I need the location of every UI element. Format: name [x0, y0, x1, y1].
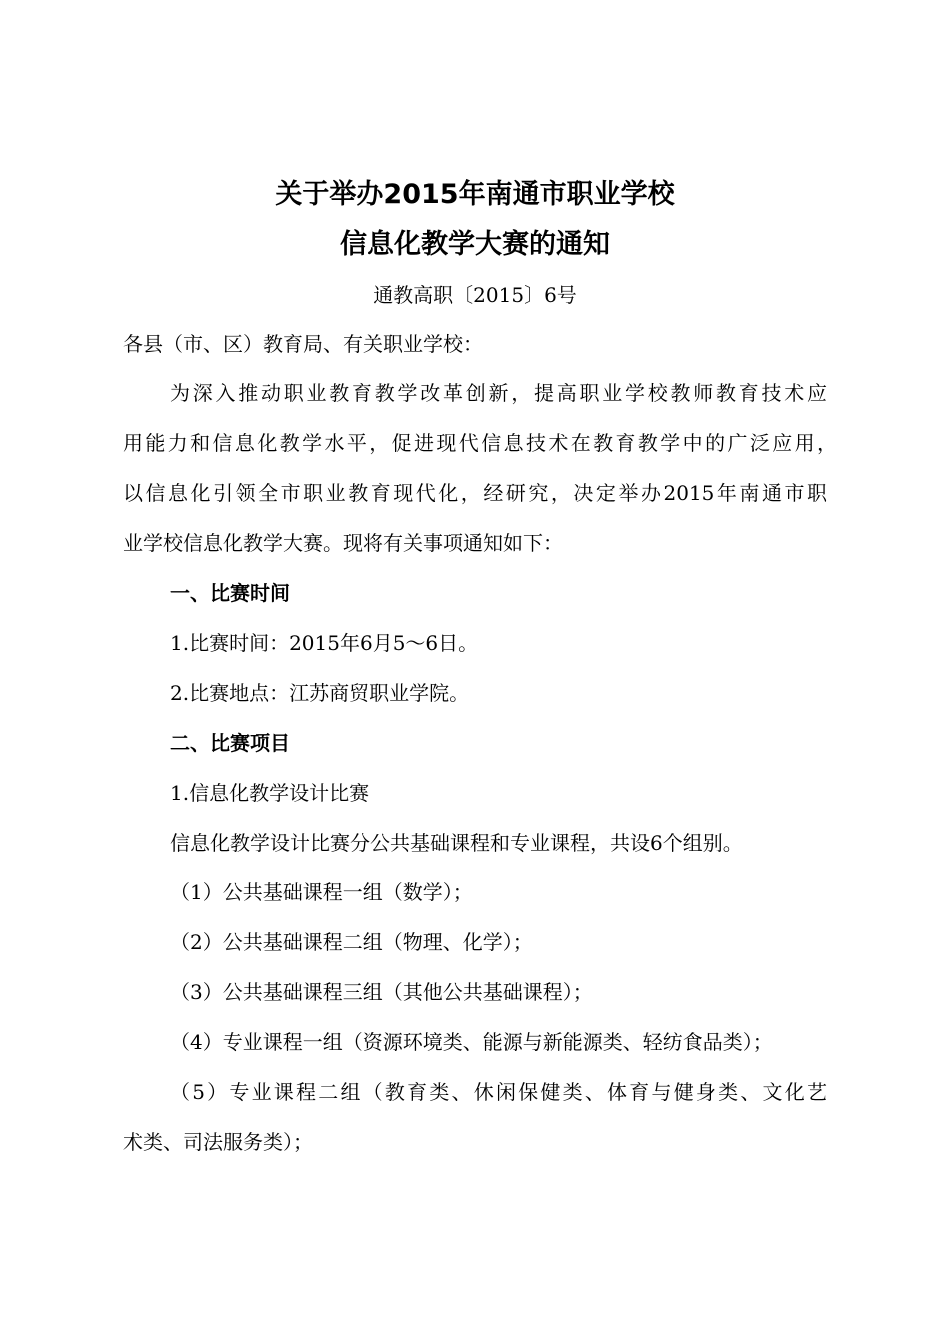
intro-paragraph-line: 业学校信息化教学大赛。现将有关事项通知如下：: [123, 531, 563, 555]
document-title-line-1: 关于举办2015年南通市职业学校: [275, 179, 675, 210]
intro-paragraph-line: 为深入推动职业教育教学改革创新，提高职业学校教师教育技术应: [170, 381, 827, 405]
schedule-item-time: 1.比赛时间：2015年6月5～6日。: [170, 631, 479, 655]
document-number: 通教高职〔2015〕6号: [373, 283, 577, 307]
section-heading-events: 二、比赛项目: [170, 731, 290, 755]
intro-paragraph-line: 用能力和信息化教学水平，促进现代信息技术在教育教学中的广泛应用，: [123, 431, 837, 455]
section-heading-schedule: 一、比赛时间: [170, 581, 290, 605]
event-description: 信息化教学设计比赛分公共基础课程和专业课程，共设6个组别。: [170, 831, 743, 855]
group-item: （5）专业课程二组（教育类、休闲保健类、体育与健身类、文化艺: [170, 1080, 827, 1104]
document-title-line-2: 信息化教学大赛的通知: [340, 229, 610, 260]
event-subheading: 1.信息化教学设计比赛: [170, 781, 370, 805]
addressee: 各县（市、区）教育局、有关职业学校：: [123, 332, 483, 356]
group-item-continued: 术类、司法服务类）；: [123, 1130, 313, 1154]
group-item: （2）公共基础课程二组（物理、化学）；: [170, 930, 533, 954]
group-item: （1）公共基础课程一组（数学）；: [170, 880, 473, 904]
group-item: （4）专业课程一组（资源环境类、能源与新能源类、轻纺食品类）；: [170, 1030, 773, 1054]
schedule-item-location: 2.比赛地点：江苏商贸职业学院。: [170, 681, 470, 705]
group-item: （3）公共基础课程三组（其他公共基础课程）；: [170, 980, 593, 1004]
intro-paragraph-line: 以信息化引领全市职业教育现代化，经研究，决定举办2015年南通市职: [123, 481, 827, 505]
